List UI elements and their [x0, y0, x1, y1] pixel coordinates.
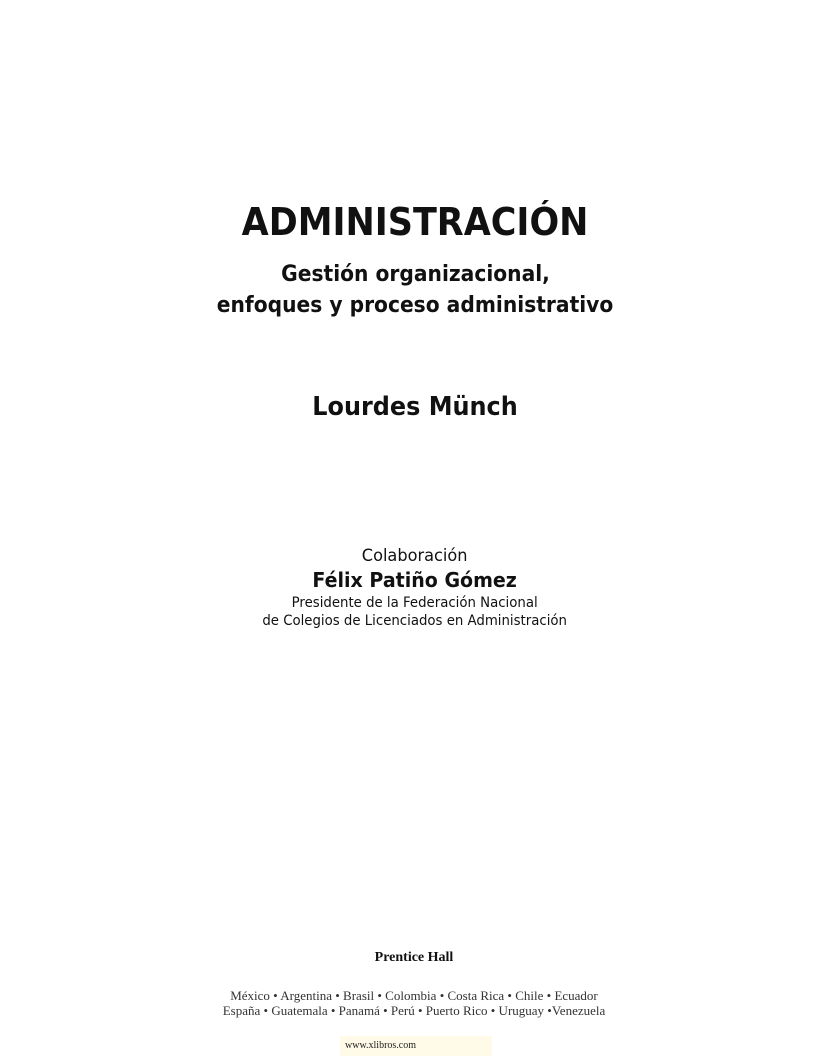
- book-subtitle-line-2: enfoques y proceso administrativo: [216, 293, 614, 318]
- book-author: Lourdes Münch: [312, 392, 518, 422]
- collaborator-role-line-1: Presidente de la Federación Nacional: [291, 595, 538, 611]
- collaboration-label: Colaboración: [361, 546, 468, 566]
- publisher-name: Prentice Hall: [374, 950, 454, 965]
- website-watermark: www.xlibros.com: [345, 1040, 417, 1051]
- book-title: ADMINISTRACIÓN: [241, 200, 589, 244]
- collaborator-name: Félix Patiño Gómez: [312, 568, 517, 592]
- book-subtitle-line-1: Gestión organizacional,: [281, 262, 550, 287]
- publisher-countries-line-2: España • Guatemala • Panamá • Perú • Puerto Rico • Uruguay •Venezuela: [222, 1003, 606, 1018]
- collaborator-role-line-2: de Colegios de Licenciados en Administración: [262, 613, 567, 629]
- publisher-countries-line-1: México • Argentina • Brasil • Colombia • Costa Rica • Chile • Ecuador: [230, 988, 598, 1003]
